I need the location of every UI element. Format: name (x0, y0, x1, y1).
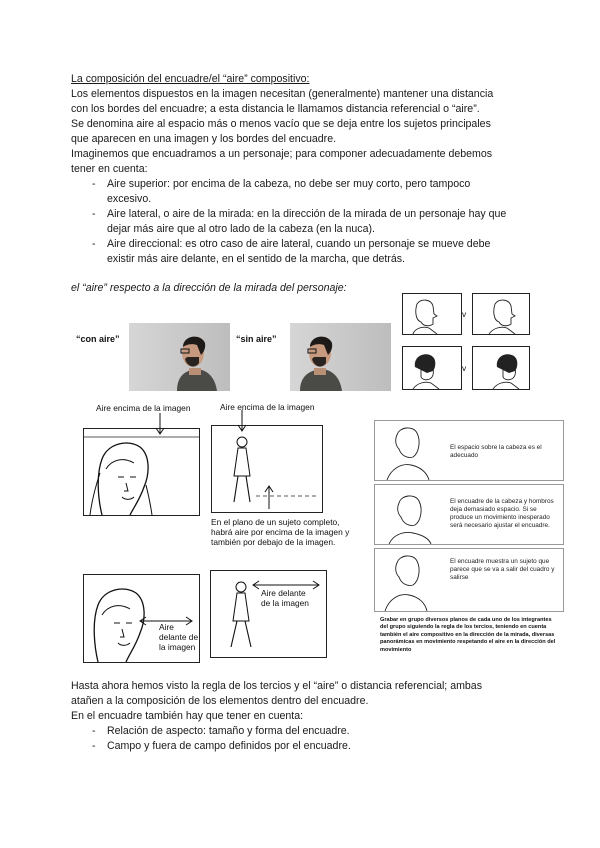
man-profile-photo (129, 323, 230, 391)
bottom-left-label-line: delante de (159, 632, 199, 642)
bullet-dash: - (92, 208, 96, 220)
bullet-dash: - (92, 740, 96, 752)
photo-sin-aire (290, 323, 391, 391)
label-aire-encima-left: Aire encima de la imagen (96, 403, 191, 413)
sketch-frame-profile (472, 293, 530, 335)
outro-line: atañen a la composición de los elementos dentro del encuadre. (71, 695, 369, 707)
bullet-text: existir más aire delante, en el sentido de la marcha, que detrás. (107, 253, 405, 265)
outro-line: En el encuadre también hay que tener en cuenta: (71, 710, 304, 722)
sketch-separator: v (462, 309, 467, 319)
right-caption: El encuadre de la cabeza y hombros deja demasiado espacio. Si se produce un movimiento inesperado será necesario ajustar el encuadre. (450, 498, 554, 529)
middle-note-line: En el plano de un sujeto completo, (211, 517, 340, 527)
bullet-dash: - (92, 178, 96, 190)
bottom-middle-label-line: Aire delante (261, 588, 306, 598)
bottom-left-label-line: Aire (159, 622, 174, 632)
section-heading: La composición del encuadre/el “aire” compositivo: (71, 73, 310, 85)
figure-caption: el “aire” respecto a la dirección de la mirada del personaje: (71, 282, 347, 294)
exercise-note: Grabar en grupo diversos planos de cada uno de los integrantes del grupo siguiendo la regla de los tercios, teniendo en cuenta también el aire compositivo en la dirección de la mirada, diversas panorámicas en movimiento respetando el aire en la dirección del movimiento (380, 617, 556, 653)
bullet-text: Aire direccional: es otro caso de aire lateral, cuando un personaje se mueve debe (107, 238, 491, 250)
diagram-frame-face (83, 428, 200, 516)
face-sketch-icon (403, 294, 461, 334)
bullet-dash: - (92, 725, 96, 737)
middle-note-line: habrá aire por encima de la imagen y (211, 527, 350, 537)
arrow-down-icon (236, 410, 248, 432)
face-sketch-icon (375, 485, 435, 544)
outro-bullet: Campo y fuera de campo definidos por el encuadre. (107, 740, 351, 752)
face-sketch-icon (375, 421, 435, 480)
middle-note-line: también por debajo de la imagen. (211, 537, 336, 547)
right-caption: El espacio sobre la cabeza es el adecuado (450, 444, 542, 459)
intro-line: que aparecen en una imagen y los bordes del encuadre. (71, 133, 337, 145)
label-con-aire: “con aire” (76, 334, 120, 344)
label-sin-aire: “sin aire” (236, 334, 277, 344)
sketch-frame-woman (472, 346, 530, 390)
bullet-text: dejar más aire que al otro lado de la cabeza (en la nuca). (107, 223, 375, 235)
sketch-separator: v (462, 363, 467, 373)
arrow-up-icon (263, 485, 275, 509)
bullet-text: Aire lateral, o aire de la mirada: en la dirección de la mirada de un personaje hay que (107, 208, 507, 220)
bottom-middle-label-line: de la imagen (261, 598, 309, 608)
arrow-down-icon (150, 413, 170, 435)
intro-line: tener en cuenta: (71, 163, 148, 175)
intro-line: con los bordes del encuadre; a esta distancia le llamamos distancia referencial o “aire”. (71, 103, 480, 115)
sketch-frame-profile (402, 293, 462, 335)
bullet-text: Aire superior: por encima de la cabeza, no debe ser muy corto, pero tampoco (107, 178, 471, 190)
man-profile-photo (290, 323, 391, 391)
bullet-text: excesivo. (107, 193, 152, 205)
woman-sketch-icon (473, 347, 529, 389)
bottom-left-label-line: la imagen (159, 642, 196, 652)
woman-sketch-icon (403, 347, 461, 389)
right-caption: El encuadre muestra un sujeto que parece que se va a salir del cuadro y salirse (450, 558, 555, 581)
intro-line: Imaginemos que encuadramos a un personaje; para componer adecuadamente debemos (71, 148, 493, 160)
label-aire-encima-middle: Aire encima de la imagen (220, 402, 315, 412)
walking-figure-icon (211, 571, 326, 657)
face-sketch-icon (473, 294, 529, 334)
diagram-frame-walking (210, 570, 327, 658)
intro-line: Los elementos dispuestos en la imagen necesitan (generalmente) mantener una distancia (71, 88, 494, 100)
sketch-frame-woman (402, 346, 462, 390)
photo-con-aire (129, 323, 230, 391)
outro-bullet: Relación de aspecto: tamaño y forma del encuadre. (107, 725, 350, 737)
intro-line: Se denomina aire al espacio más o menos vacío que se deja entre los sujetos principales (71, 118, 491, 130)
face-drawing-icon (84, 429, 199, 515)
face-sketch-icon (375, 549, 435, 611)
bullet-dash: - (92, 238, 96, 250)
outro-line: Hasta ahora hemos visto la regla de los tercios y el “aire” o distancia referencial; ambas (71, 680, 482, 692)
